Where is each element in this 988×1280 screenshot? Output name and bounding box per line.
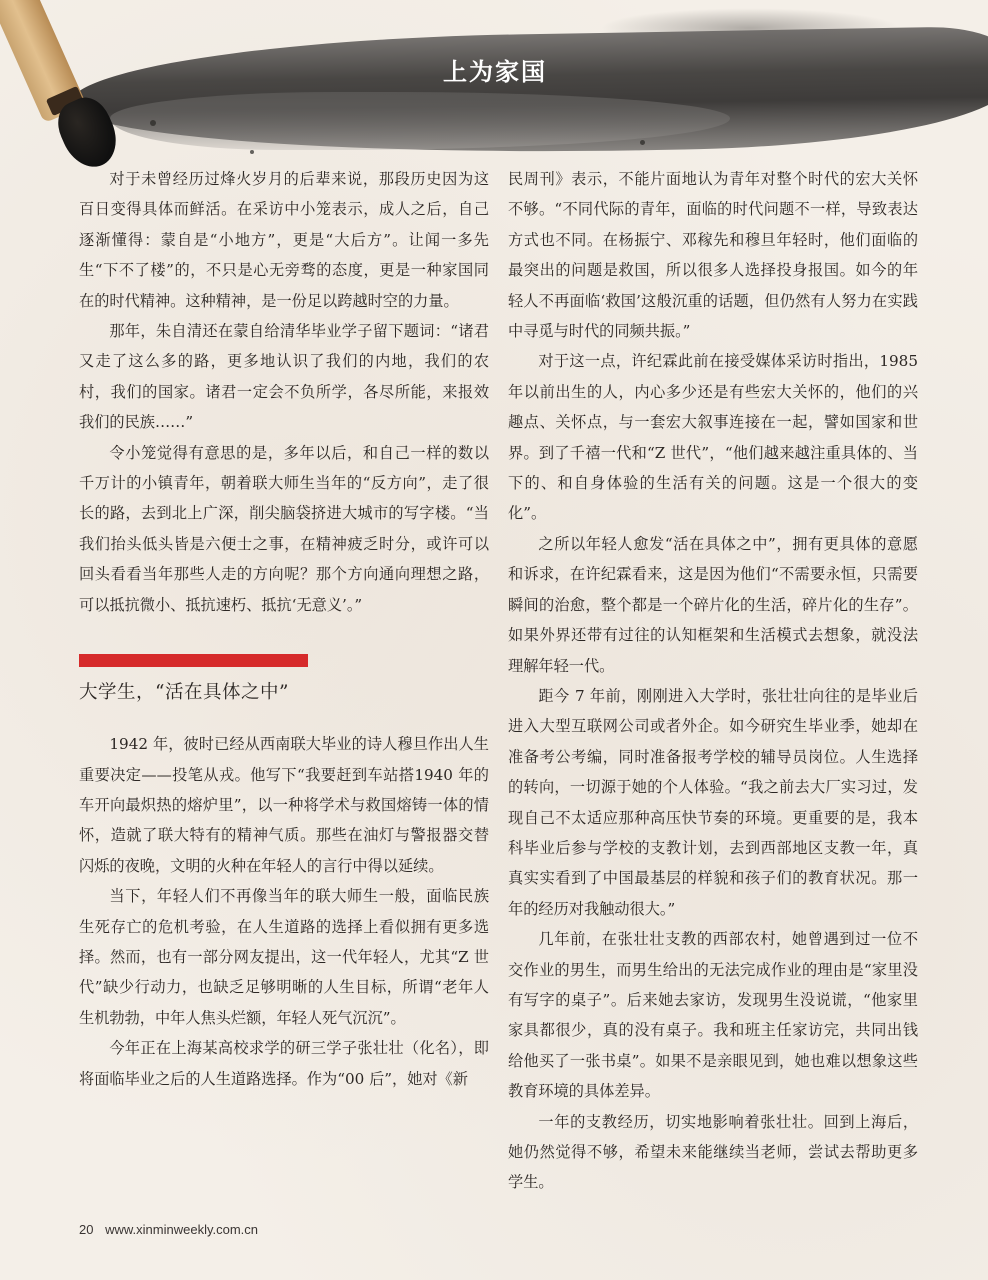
paragraph: 那年，朱自清还在蒙自给清华毕业学子留下题词：“诸君又走了这么多的路，更多地认识了我们的内地，我们的农村，我们的国家。诸君一定会不负所学，各尽所能，来报效我们的民族……”: [79, 322, 489, 432]
right-column: [508, 164, 918, 1198]
page-footer: [79, 1222, 258, 1237]
ink-splash: [640, 140, 645, 145]
paragraph: 距今 7 年前，刚刚进入大学时，张壮壮向往的是毕业后进入大型互联网公司或者外企。如今研究生毕业季，她却在准备考公考编，同时准备报考学校的辅导员岗位。人生选择的转向，一切源于她的个人体验。“我之前去大厂实习过，发现自己不太适应那种高压快节奏的环境。更重要的是，我本科毕业后参与学校的支教计划，去到西部地区支教一年，真真实实看到了中国最基层的样貌和孩子们的教育状况。那一年的经历对我触动很大。”: [508, 686, 918, 918]
ink-splash: [250, 150, 254, 154]
page-header: [0, 0, 988, 170]
left-column: [79, 164, 489, 1094]
paragraph: 一年的支教经历，切实地影响着张壮壮。回到上海后，她仍然觉得不够，希望未来能继续当老师，尝试去帮助更多学生。: [508, 1112, 918, 1192]
section-header-title: 上为家国: [443, 57, 547, 86]
paragraph-continuation: 民周刊》表示，不能片面地认为青年对整个时代的宏大关怀不够。“不同代际的青年，面临的时代问题不一样，导致表达方式也不同。在杨振宁、邓稼先和穆旦年轻时，他们面临的最突出的问题是救国，所以很多人选择投身报国。如今的年轻人不再面临‘救国’这般沉重的话题，但仍然有人努力在实践中寻觅与时代的同频共振。”: [508, 170, 918, 341]
paragraph: 1942 年，彼时已经从西南联大毕业的诗人穆旦作出人生重要决定——投笔从戎。他写下“我要赶到车站搭1940 年的车开向最炽热的熔炉里”，以一种将学术与救国熔铸一体的情怀，造就了联大特有的精神气质。那些在油灯与警报器交替闪烁的夜晚，文明的火种在年轻人的言行中得以延续。: [79, 735, 489, 875]
paragraph: 对于这一点，许纪霖此前在接受媒体采访时指出，1985 年以前出生的人，内心多少还是有些宏大关怀的，他们的兴趣点、关怀点，与一套宏大叙事连接在一起，譬如国家和世界。到了千禧一代和“Z 世代”，“他们越来越注重具体的、当下的、和自身体验的生活有关的问题。这是一个很大的变化”。: [508, 352, 918, 523]
paragraph: 令小笼觉得有意思的是，多年以后，和自己一样的数以千万计的小镇青年，朝着联大师生当年的“反方向”，走了很长的路，去到北上广深，削尖脑袋挤进大城市的写字楼。“当我们抬头低头皆是六便士之事，在精神疲乏时分，或许可以回头看看当年那些人走的方向呢？那个方向通向理想之路，可以抵抗微小、抵抗速朽、抵抗‘无意义’。”: [79, 443, 489, 614]
paragraph: 今年正在上海某高校求学的研三学子张壮壮（化名），即将面临毕业之后的人生道路选择。作为“00 后”，她对《新: [79, 1039, 489, 1088]
section-heading: 大学生，“活在具体之中”: [79, 682, 289, 704]
paragraph: 几年前，在张壮壮支教的西部农村，她曾遇到过一位不交作业的男生，而男生给出的无法完成作业的理由是“家里没有写字的桌子”。后来她去家访，发现男生没说谎，“他家里家具都很少，真的没有桌子。我和班主任家访完，共同出钱给他买了一张书桌”。如果不是亲眼见到，她也难以想象这些教育环境的具体差异。: [508, 930, 918, 1101]
page-number: 20: [79, 1222, 94, 1237]
ink-splash: [150, 120, 156, 126]
paragraph: 之所以年轻人愈发“活在具体之中”，拥有更具体的意愿和诉求，在许纪霖看来，这是因为他们“不需要永恒，只需要瞬间的治愈，整个都是一个碎片化的生活，碎片化的生存”。如果外界还带有过往的认知框架和生活模式去想象，就没法理解年轻一代。: [508, 534, 918, 675]
paragraph: 当下，年轻人们不再像当年的联大师生一般，面临民族生死存亡的危机考验，在人生道路的选择上看似拥有更多选择。然而，也有一部分网友提出，这一代年轻人，尤其“Z 世代”缺少行动力，也缺乏足够明晰的人生目标，所谓“老年人生机勃勃，中年人焦头烂额，年轻人死气沉沉”。: [79, 887, 489, 1027]
paragraph: 对于未曾经历过烽火岁月的后辈来说，那段历史因为这百日变得具体而鲜活。在采访中小笼表示，成人之后，自己逐渐懂得：蒙自是“小地方”，更是“大后方”。让闻一多先生“下不了楼”的，不只是心无旁骛的态度，更是一种家国同在的时代精神。这种精神，是一份足以跨越时空的力量。: [79, 170, 489, 310]
section-red-bar: [79, 654, 308, 667]
website-url: www.xinminweekly.com.cn: [105, 1222, 259, 1237]
